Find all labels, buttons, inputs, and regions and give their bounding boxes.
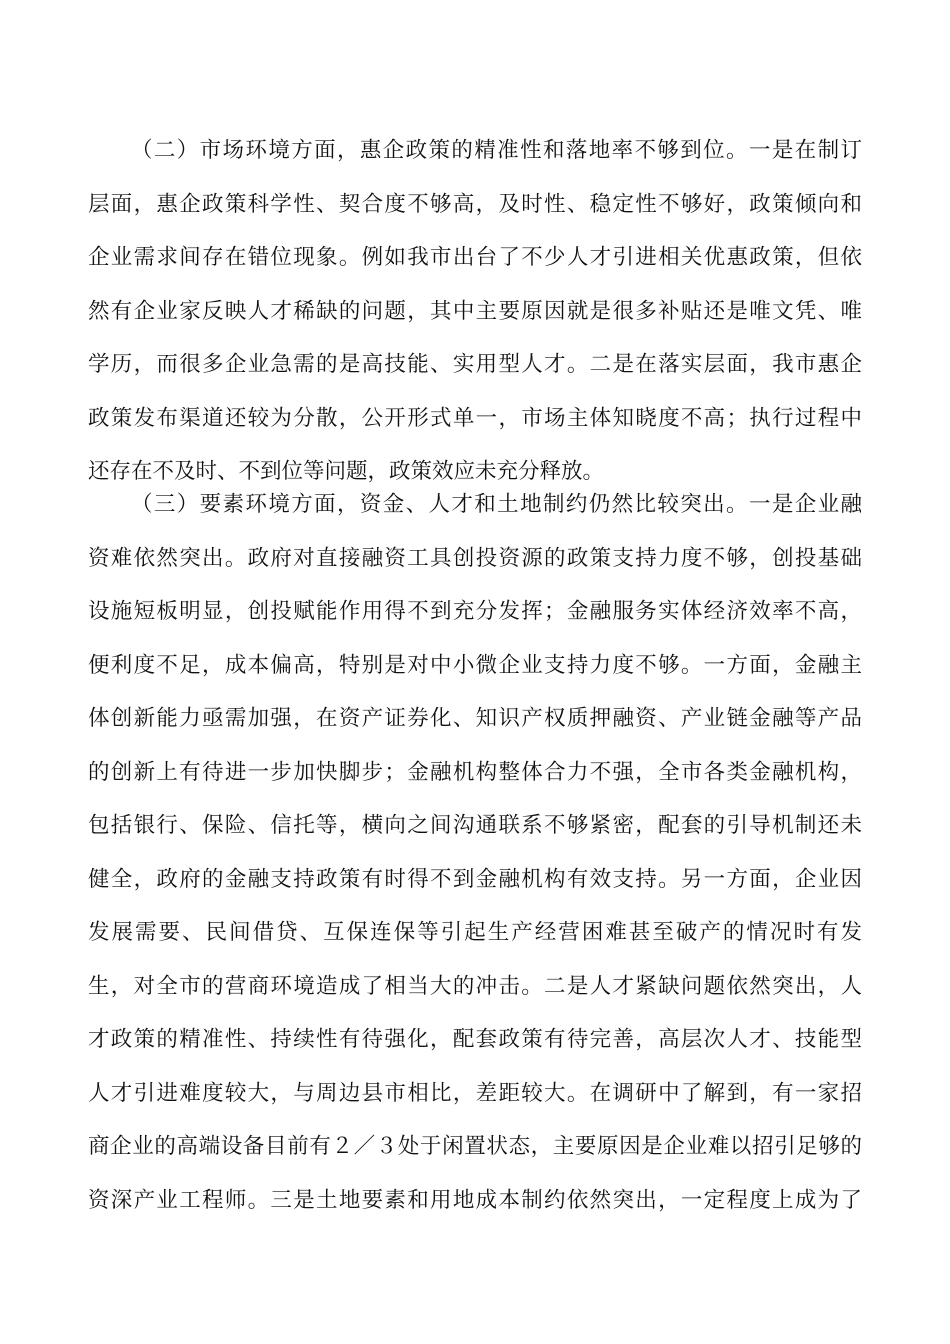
paragraph-line: 学历，而很多企业急需的是高技能、实用型人才。二是在落实层面，我市惠企 bbox=[88, 352, 862, 377]
paragraph-line: 体创新能力亟需加强，在资产证券化、知识产权质押融资、产业链金融等产品 bbox=[88, 706, 862, 731]
paragraph-line: 层面，惠企政策科学性、契合度不够高，及时性、稳定性不够好，政策倾向和 bbox=[88, 191, 862, 217]
paragraph-line: 健全，政府的金融支持政策有时得不到金融机构有效支持。另一方面，企业因 bbox=[88, 866, 862, 892]
paragraph-line: （三）要素环境方面，资金、人才和土地制约仍然比较突出。一是企业融 bbox=[131, 492, 862, 517]
paragraph-line: 人才引进难度较大，与周边县市相比，差距较大。在调研中了解到，有一家招 bbox=[88, 1080, 862, 1106]
paragraph-line: 商企业的高端设备目前有２／３处于闲置状态，主要原因是企业难以招引足够的 bbox=[88, 1134, 862, 1159]
paragraph-line: 设施短板明显，创投赋能作用得不到充分发挥；金融服务实体经济效率不高， bbox=[88, 599, 862, 624]
paragraph-line: 发展需要、民间借贷、互保连保等引起生产经营困难甚至破产的情况时有发 bbox=[88, 920, 862, 945]
paragraph-line: 资难依然突出。政府对直接融资工具创投资源的政策支持力度不够，创投基础 bbox=[88, 545, 862, 571]
paragraph-line: 的创新上有待进一步加快脚步；金融机构整体合力不强，全市各类金融机构， bbox=[88, 759, 862, 785]
paragraph-factor-environment bbox=[88, 478, 862, 1227]
paragraph-line: 然有企业家反映人才稀缺的问题，其中主要原因就是很多补贴还是唯文凭、唯 bbox=[88, 298, 862, 324]
paragraph-line: 才政策的精准性、持续性有待强化，配套政策有待完善，高层次人才、技能型 bbox=[88, 1027, 862, 1052]
paragraph-line: 还存在不及时、不到位等问题，政策效应未充分释放。 bbox=[88, 459, 605, 484]
paragraph-line: 企业需求间存在错位现象。例如我市出台了不少人才引进相关优惠政策，但依 bbox=[88, 245, 862, 270]
paragraph-line: 资深产业工程师。三是土地要素和用地成本制约依然突出，一定程度上成为了 bbox=[88, 1187, 862, 1213]
paragraph-line: 包括银行、保险、信托等，横向之间沟通联系不够紧密，配套的引导机制还未 bbox=[88, 813, 862, 838]
paragraph-line: 生，对全市的营商环境造成了相当大的冲击。二是人才紧缺问题依然突出，人 bbox=[88, 973, 862, 999]
paragraph-line: 便利度不足，成本偏高，特别是对中小微企业支持力度不够。一方面，金融主 bbox=[88, 652, 862, 678]
paragraph-line: （二）市场环境方面，惠企政策的精准性和落地率不够到位。一是在制订 bbox=[131, 138, 862, 163]
paragraph-market-environment bbox=[88, 124, 862, 499]
paragraph-line: 政策发布渠道还较为分散，公开形式单一，市场主体知晓度不高；执行过程中 bbox=[88, 405, 862, 431]
